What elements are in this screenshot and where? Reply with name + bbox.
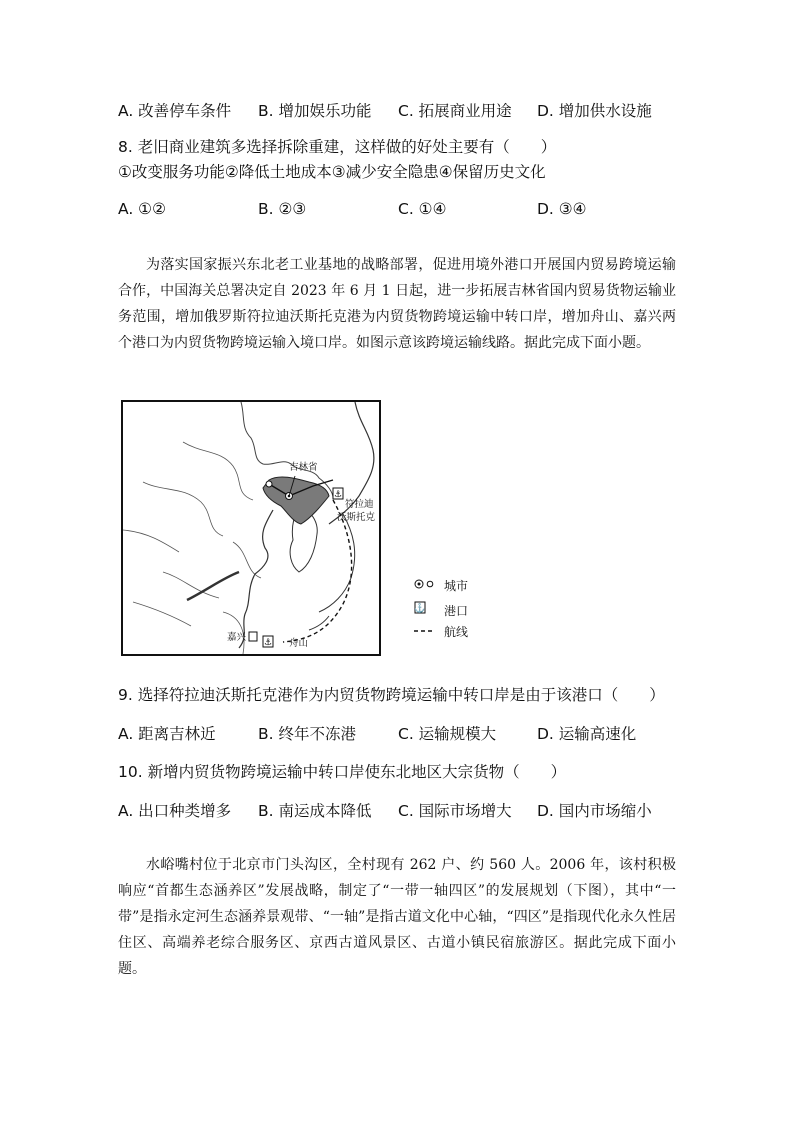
q9-option-c: C. 运输规模大 xyxy=(398,725,497,743)
q9-option-b: B. 终年不冻港 xyxy=(258,725,356,743)
svg-text:⚓: ⚓ xyxy=(414,604,426,614)
label-vladivostok-1: 符拉迪 xyxy=(345,499,374,510)
city-symbol-icon xyxy=(414,578,444,593)
q10-option-b: B. 南运成本降低 xyxy=(258,802,372,820)
q9-option-a: A. 距离吉林近 xyxy=(118,725,216,743)
legend-city xyxy=(414,577,468,594)
q10-option-d: D. 国内市场缩小 xyxy=(537,802,652,820)
q8-option-a: A. ①② xyxy=(118,200,166,218)
japan-islands xyxy=(309,514,355,630)
city-marker xyxy=(266,481,272,487)
anchor-icon xyxy=(414,601,444,618)
legend-port xyxy=(414,601,468,619)
legend-route xyxy=(414,623,468,640)
q8-option-b: B. ②③ xyxy=(258,200,307,218)
q7-option-a: A. 改善停车条件 xyxy=(118,102,232,120)
passage-shipping-route: 为落实国家振兴东北老工业基地的战略部署，促进用境外港口开展国内贸易跨境运输合作，中国海关总署决定自 2023 年 6 月 1 日起，进一步拓展吉林省国内贸易货物运输业务范围，增加俄罗斯符拉迪沃斯托克港为内贸货物跨境运输中转口岸，增加舟山、嘉兴两个港口为内贸货物跨境运输入境口岸。如图示意该跨境运输线路。据此完成下面小题。 xyxy=(118,257,676,351)
legend-route-label: 航线 xyxy=(444,625,469,639)
dashed-line-icon xyxy=(414,625,444,639)
china-east-coast xyxy=(239,510,273,648)
q9-stem: 9. 选择符拉迪沃斯托克港作为内贸货物跨境运输中转口岸是由于该港口（ ） xyxy=(118,686,665,704)
legend-port-label: 港口 xyxy=(444,604,469,618)
passage-village-plan: 水峪嘴村位于北京市门头沟区，全村现有 262 户、约 560 人。2006 年，该村积极响应“首都生态涵养区”发展战略，制定了“一带一轴四区”的发展规划（下图），其中“一带”是指永定河生态涵养景观带、“一轴”是指古道文化中心轴，“四区”是指现代化永久性居住区、高端养老综合服务区、京西古道风景区、古道小镇民宿旅游区。据此完成下面小题。 xyxy=(118,857,676,977)
svg-text:⚓: ⚓ xyxy=(333,490,343,500)
q10-option-a: A. 出口种类增多 xyxy=(118,802,232,820)
label-vladivostok-2: 沃斯托克 xyxy=(337,512,376,523)
q10-option-c: C. 国际市场增大 xyxy=(398,802,512,820)
anchor-icon-jiaxing xyxy=(249,632,257,641)
q7-option-d: D. 增加供水设施 xyxy=(537,102,652,120)
q7-option-b: B. 增加娱乐功能 xyxy=(258,102,372,120)
q8-option-d: D. ③④ xyxy=(537,200,587,218)
label-jilin: 吉林省 xyxy=(289,462,318,473)
route-map xyxy=(121,400,381,656)
q9-option-d: D. 运输高速化 xyxy=(537,725,637,743)
label-zhoushan: 舟山 xyxy=(289,638,309,649)
q8-stem: 8. 老旧商业建筑多选择拆除重建，这样做的好处主要有（ ） xyxy=(118,138,557,156)
svg-text:⚓: ⚓ xyxy=(263,638,273,648)
province-boundaries xyxy=(123,442,261,654)
q8-option-c: C. ①④ xyxy=(398,200,447,218)
label-jiaxing: 嘉兴 xyxy=(227,632,247,643)
legend-city-label: 城市 xyxy=(444,579,469,593)
q8-items: ①改变服务功能②降低土地成本③减少安全隐患④保留历史文化 xyxy=(118,163,546,181)
q10-stem: 10. 新增内贸货物跨境运输中转口岸使东北地区大宗货物（ ） xyxy=(118,763,567,781)
route-map-drawing xyxy=(123,402,379,654)
q7-option-c: C. 拓展商业用途 xyxy=(398,102,512,120)
